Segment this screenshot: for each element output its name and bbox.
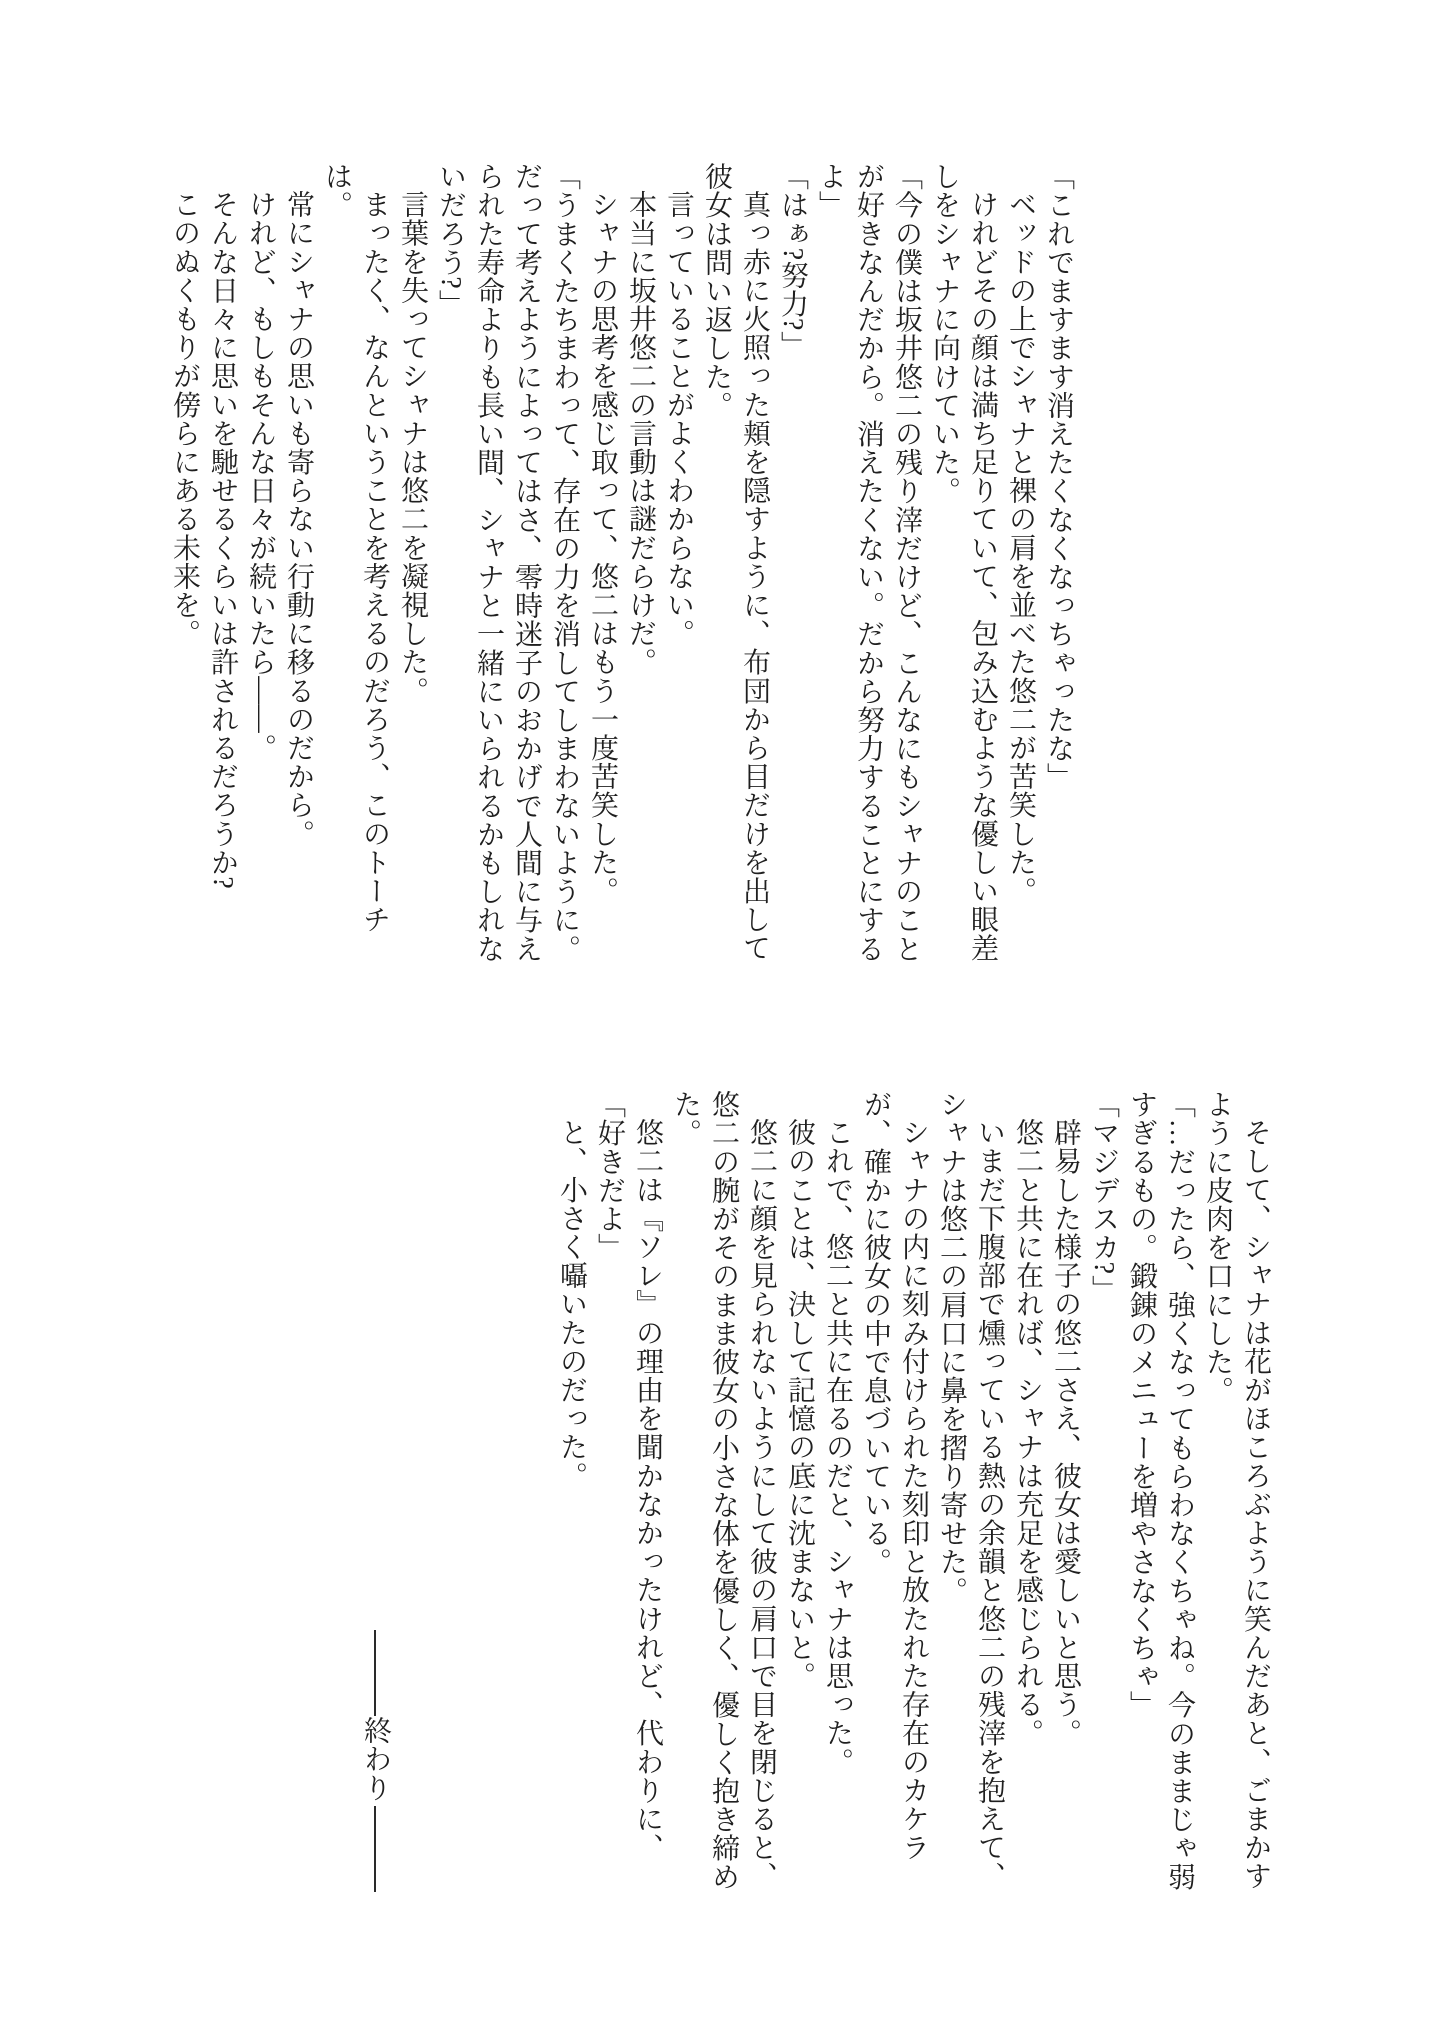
paragraph-line: これで、悠二と共に在るのだと、シャナは思った。	[822, 1118, 853, 1776]
paragraph-line: 悠二は『ソレ』の理由を聞かなかったけれど、代わりに、	[632, 1118, 663, 1862]
paragraph-line: そんな日々に思いを馳せるくらいは許されるだろうか?	[207, 190, 238, 890]
paragraph-line: 「今の僕は坂井悠二の残り滓だけど、こんなにもシャナのことが好きなんだから。消えたくない。だから努力することにするよ」	[815, 162, 922, 963]
paragraph-line: 言葉を失ってシャナは悠二を凝視した。	[397, 190, 428, 705]
paragraph-line: このぬくもりが傍らにある未来を。	[169, 190, 200, 648]
paragraph-line: 常にシャナの思いも寄らない行動に移るのだから。	[283, 190, 314, 848]
paragraph-line: シャナの思考を感じ取って、悠二はもう一度苦笑した。	[587, 190, 618, 905]
paragraph-line: ベッドの上でシャナと裸の肩を並べた悠二が苦笑した。	[1005, 190, 1036, 905]
paragraph-line: 「…だったら、強くなってもらわなくちゃね。今のままじゃ弱すぎるもの。鍛錬のメニューを増やさなくちゃ」	[1126, 1090, 1195, 1891]
paragraph-line: 「うまくたちまわって、存在の力を消してしまわないように。だって考えようによってはさ、零時迷子のおかげで人間に与えられた寿命よりも長い間、シャナと一緒にいられるかもしれないだろう?」	[435, 162, 580, 963]
paragraph-line: 言っていることがよくわからない。	[663, 190, 694, 648]
paragraph-line: 本当に坂井悠二の言動は謎だらけだ。	[625, 190, 656, 677]
lower-text-block	[552, 1090, 1274, 1902]
ending-dash-bottom	[374, 1806, 376, 1892]
paragraph-line: 真っ赤に火照った頬を隠すように、布団から目だけを出して彼女は問い返した。	[701, 162, 770, 963]
paragraph-line: まったく、なんということを考えるのだろう、このトーチは。	[321, 162, 390, 934]
paragraph-line: 「はぁ?努力?」	[777, 162, 808, 360]
paragraph-line: 「好きだよ」	[594, 1090, 625, 1262]
ending-dash-top	[374, 1630, 376, 1716]
paragraph-line: けれどその顔は満ち足りていて、包み込むような優しい眼差しをシャナに向けていた。	[929, 162, 998, 963]
paragraph-line: 「マジデスカ?」	[1088, 1090, 1119, 1304]
ending-label: 終わり	[360, 1716, 391, 1802]
upper-text-block	[165, 162, 1077, 974]
paragraph-line: 悠二と共に在れば、シャナは充足を感じられる。	[1012, 1118, 1043, 1748]
paragraph-line: 辟易した様子の悠二さえ、彼女は愛しいと思う。	[1050, 1118, 1081, 1748]
paragraph-line: そして、シャナは花がほころぶように笑んだあと、ごまかすように皮肉を口にした。	[1202, 1090, 1271, 1891]
paragraph-line: いまだ下腹部で燻っている熱の余韻と悠二の残滓を抱えて、シャナは悠二の肩口に鼻を摺り寄せた。	[936, 1090, 1005, 1891]
paragraph-line: 彼のことは、決して記憶の底に沈まないと。	[784, 1118, 815, 1690]
paragraph-line: けれど、もしもそんな日々が続いたら――。	[245, 190, 276, 762]
paragraph-line: 悠二に顔を見られないようにして彼の肩口で目を閉じると、悠二の腕がそのまま彼女の小さな体を優しく、優しく抱き締めた。	[670, 1090, 777, 1891]
ending-mark	[347, 1630, 403, 1892]
paragraph-line: 「これでますます消えたくなくなっちゃったな」	[1043, 162, 1074, 792]
paragraph-line: と、小さく囁いたのだった。	[556, 1118, 587, 1490]
paragraph-line: シャナの内に刻み付けられた刻印と放たれた存在のカケラが、確かに彼女の中で息づいている。	[860, 1090, 929, 1862]
